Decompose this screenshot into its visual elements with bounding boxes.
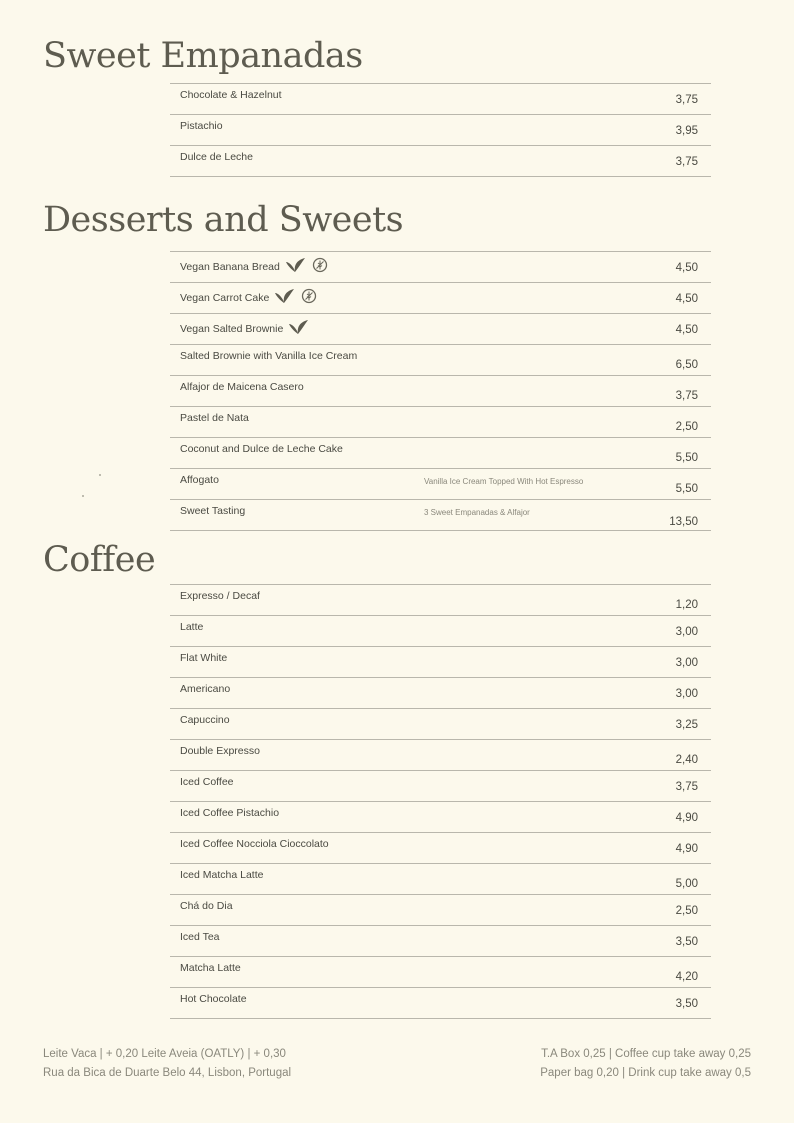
item-name: Chá do Dia [180,900,233,912]
menu-item-row [170,771,711,802]
item-name: Iced Coffee Pistachio [180,807,280,819]
item-price: 3,75 [675,390,698,402]
item-price: 3,25 [675,719,698,731]
menu-item-row [170,115,711,146]
menu-item-row [170,895,711,926]
item-price: 3,95 [675,125,698,137]
item-name: Latte [180,621,204,633]
item-name-with-icons [180,257,328,276]
menu-item-row [170,988,711,1019]
menu-item-row [170,146,711,177]
menu-item-row [170,802,711,833]
item-price: 5,50 [675,483,698,495]
menu-item-row [170,833,711,864]
bag-fees: Paper bag 0,20 | Drink cup take away 0,5 [540,1067,751,1079]
item-price: 6,50 [675,359,698,371]
item-price: 4,90 [675,812,698,824]
menu-item-row [170,84,711,115]
item-name: Hot Chocolate [180,993,247,1005]
item-name: Affogato [180,474,219,486]
item-name: Iced Coffee Nocciola Cioccolato [180,838,329,850]
item-name: Capuccino [180,714,230,726]
address: Rua da Bica de Duarte Belo 44, Lisbon, Portugal [43,1067,292,1079]
item-price: 3,50 [675,998,698,1010]
item-name: Vegan Salted Brownie [180,322,284,335]
decorative-dot [99,474,101,476]
menu-item-row [170,740,711,771]
item-name: Americano [180,683,231,695]
leaf-icon [285,257,307,276]
item-name: Matcha Latte [180,962,241,974]
menu-item-row [170,957,711,988]
menu-item-row [170,283,711,314]
item-price: 2,40 [675,754,698,766]
menu-item-row [170,647,711,678]
item-price: 3,75 [675,94,698,106]
item-price: 4,90 [675,843,698,855]
menu-item-row [170,709,711,740]
menu-item-row [170,345,711,376]
item-price: 4,50 [675,293,698,305]
menu-item-row [170,678,711,709]
item-price: 4,50 [675,324,698,336]
item-name: Dulce de Leche [180,151,253,163]
milk-options: Leite Vaca | + 0,20 Leite Aveia (OATLY) | + 0,30 [43,1048,286,1060]
menu-item-row [170,500,711,531]
footer-left [43,1045,291,1083]
menu-item-row [170,252,711,283]
item-name: Vegan Carrot Cake [180,291,270,304]
menu-item-row [170,438,711,469]
item-name: Chocolate & Hazelnut [180,89,282,101]
leaf-icon [274,288,296,307]
menu-item-row [170,585,711,616]
item-price: 3,50 [675,936,698,948]
takeaway-fees: T.A Box 0,25 | Coffee cup take away 0,25 [541,1048,751,1060]
item-name: Pistachio [180,120,223,132]
section-title-desserts: Desserts and Sweets [43,200,404,240]
item-name: Salted Brownie with Vanilla Ice Cream [180,350,358,362]
section-title-coffee: Coffee [43,540,156,580]
footer-right [540,1045,751,1083]
item-name: Iced Coffee [180,776,234,788]
item-price: 4,20 [675,971,698,983]
item-price: 3,75 [675,781,698,793]
item-name-with-icons [180,288,317,307]
item-price: 3,00 [675,688,698,700]
desserts-list [170,251,711,531]
item-name: Coconut and Dulce de Leche Cake [180,443,343,455]
item-name: Alfajor de Maicena Casero [180,381,304,393]
section-title-sweet-empanadas: Sweet Empanadas [43,36,363,76]
item-price: 5,00 [675,878,698,890]
item-price: 4,50 [675,262,698,274]
item-name: Vegan Banana Bread [180,260,280,273]
gluten-free-icon [301,288,317,307]
item-price: 2,50 [675,421,698,433]
item-price: 2,50 [675,905,698,917]
decorative-dot [82,495,84,497]
leaf-icon [288,319,310,338]
item-name: Iced Matcha Latte [180,869,264,881]
item-name: Double Expresso [180,745,260,757]
item-price: 3,00 [675,626,698,638]
menu-item-row [170,407,711,438]
item-name: Expresso / Decaf [180,590,260,602]
menu-item-row [170,314,711,345]
menu-item-row [170,926,711,957]
menu-item-row [170,864,711,895]
item-price: 13,50 [669,516,698,528]
item-price: 5,50 [675,452,698,464]
gluten-free-icon [312,257,328,276]
item-name: Sweet Tasting [180,505,246,517]
item-description: 3 Sweet Empanadas & Alfajor [424,508,530,517]
item-name: Iced Tea [180,931,220,943]
coffee-list [170,584,711,1019]
item-price: 3,75 [675,156,698,168]
item-price: 1,20 [675,599,698,611]
item-price: 3,00 [675,657,698,669]
menu-item-row [170,616,711,647]
item-name: Pastel de Nata [180,412,249,424]
item-name-with-icons [180,319,310,338]
sweet-empanadas-list [170,83,711,177]
item-description: Vanilla Ice Cream Topped With Hot Espresso [424,477,584,486]
item-name: Flat White [180,652,228,664]
menu-item-row [170,469,711,500]
menu-item-row [170,376,711,407]
